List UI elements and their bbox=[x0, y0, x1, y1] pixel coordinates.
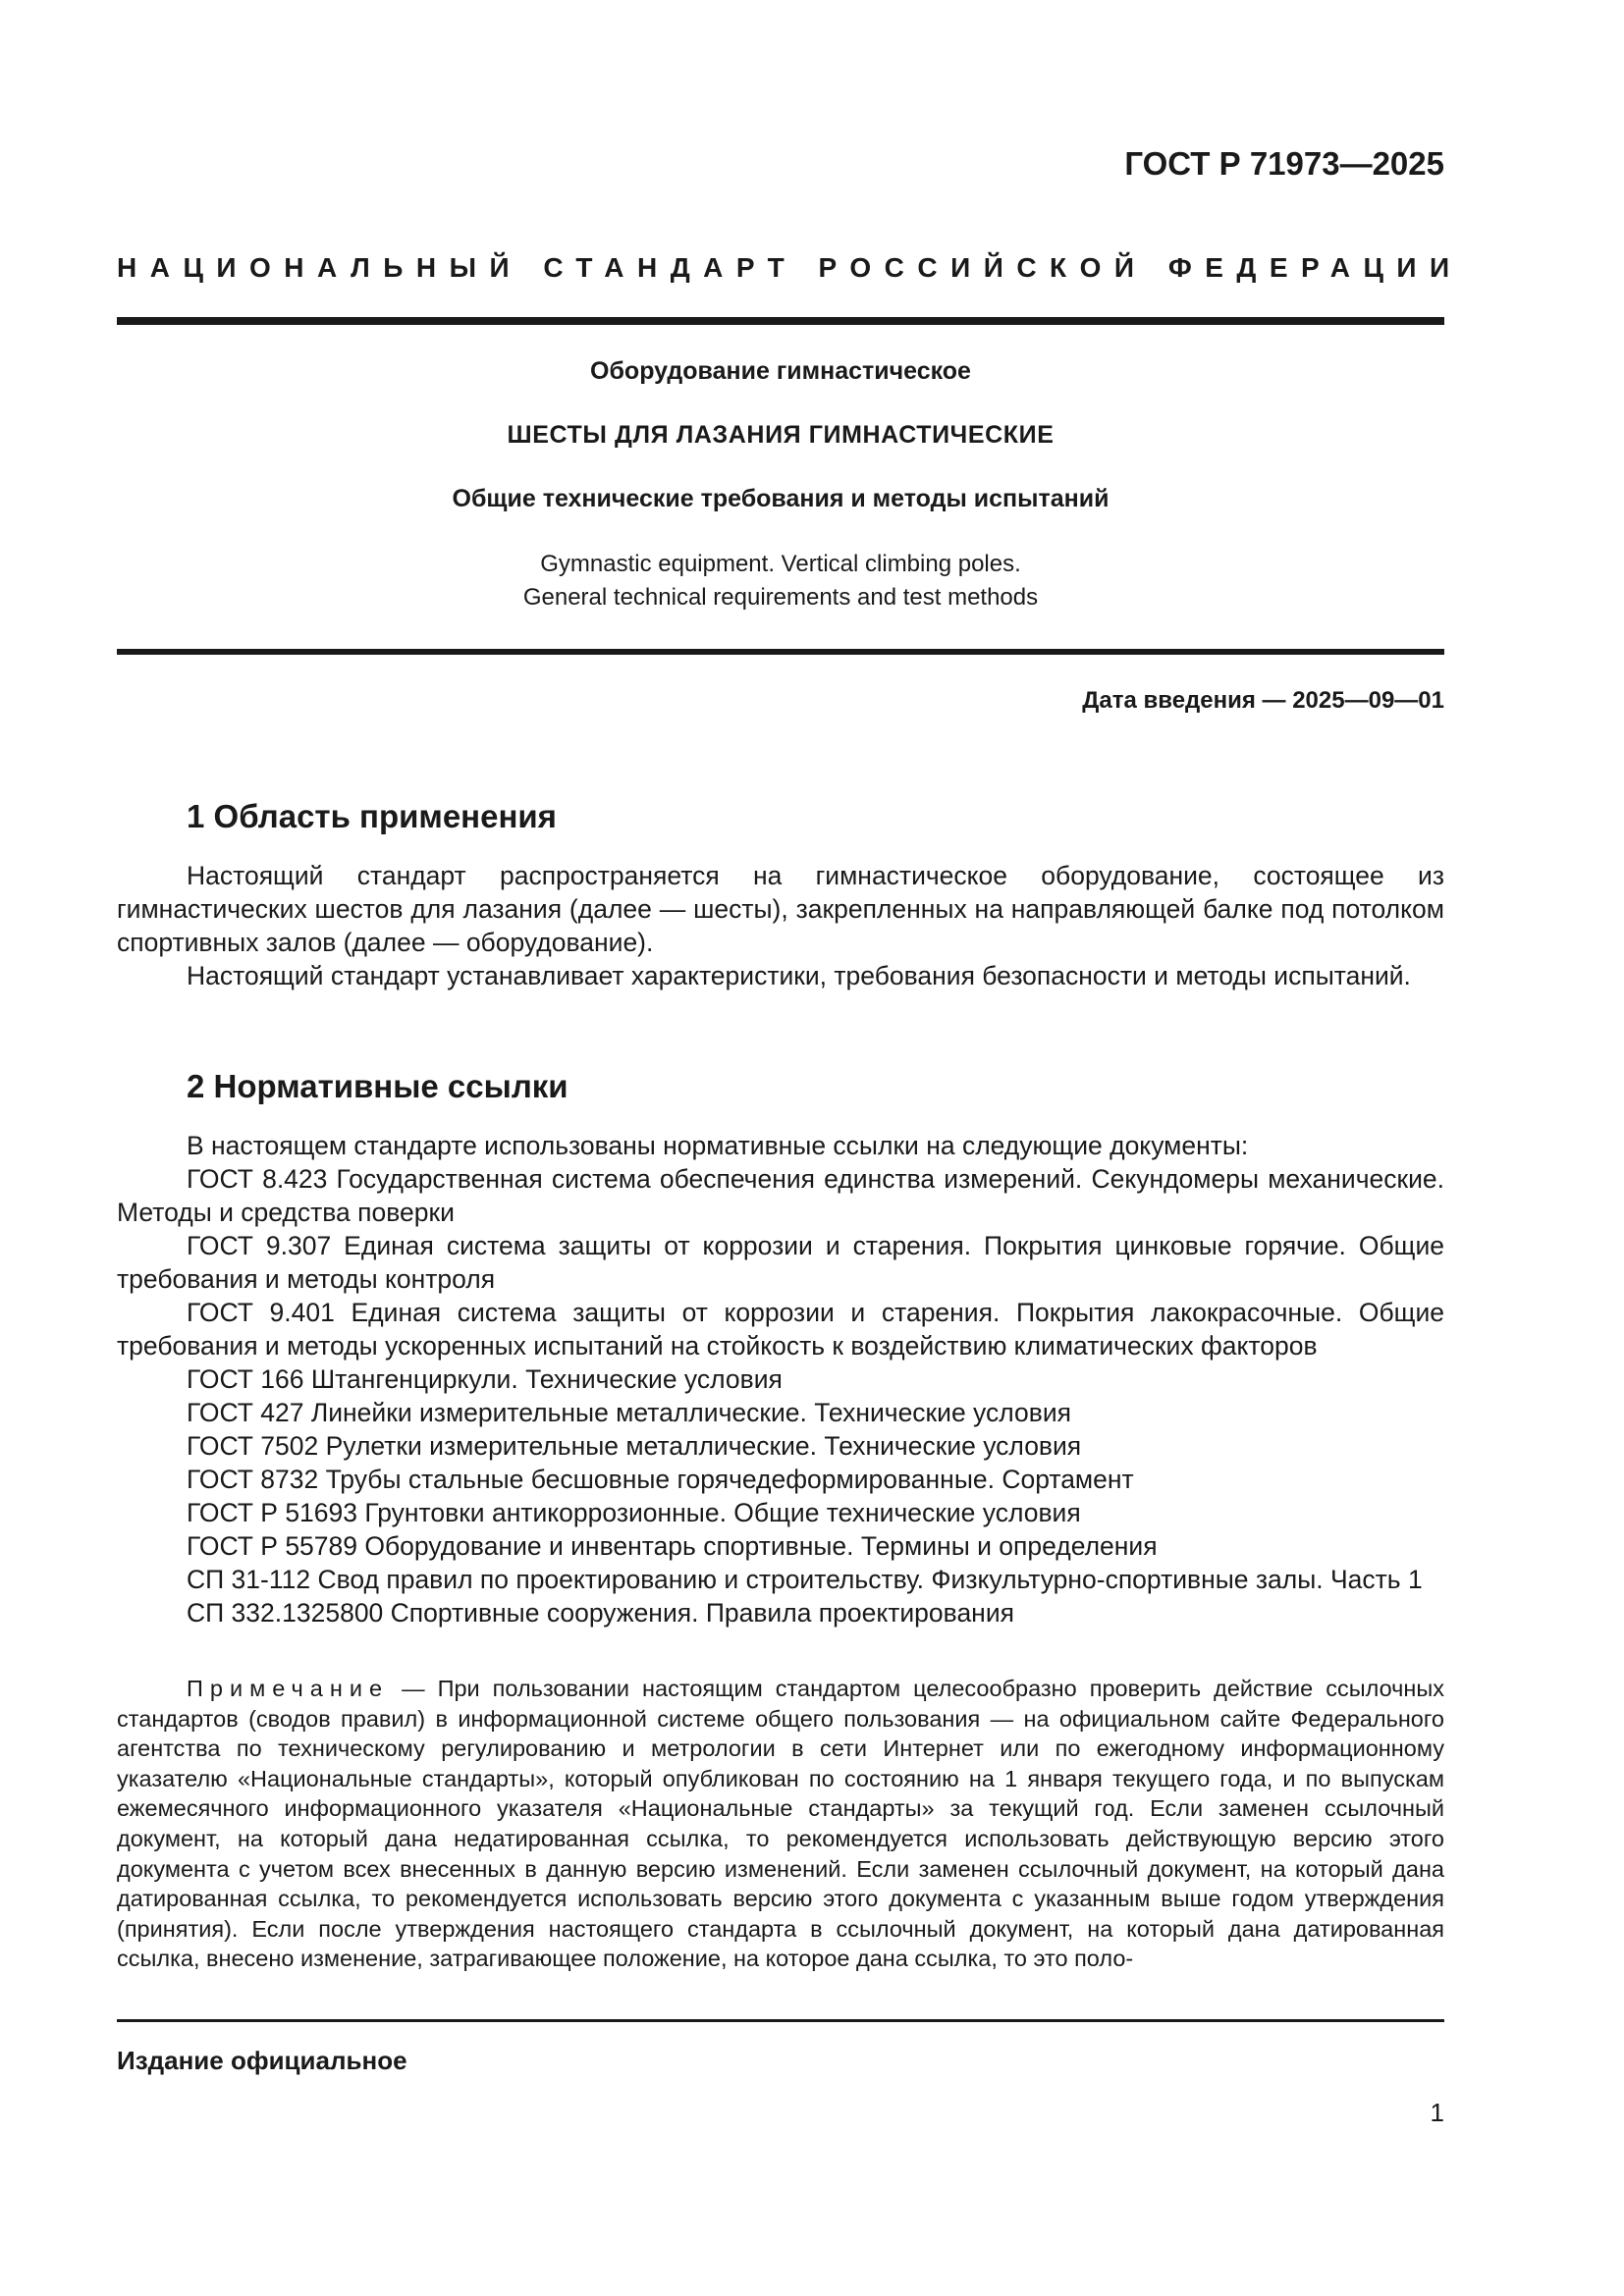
reference-item: ГОСТ 427 Линейки измерительные металлические. Технические условия bbox=[187, 1398, 1071, 1427]
title-rule bbox=[117, 649, 1444, 655]
national-standard-banner: НАЦИОНАЛЬНЫЙ СТАНДАРТ РОССИЙСКОЙ ФЕДЕРАЦИИ bbox=[117, 252, 1463, 283]
title-main: ШЕСТЫ ДЛЯ ЛАЗАНИЯ ГИМНАСТИЧЕСКИЕ bbox=[507, 421, 1055, 449]
reference-note bbox=[117, 1674, 1444, 1974]
reference-item: ГОСТ Р 51693 Грунтовки антикоррозионные. Общие технические условия bbox=[187, 1498, 1081, 1527]
page-number: 1 bbox=[1430, 2098, 1444, 2127]
section1-paragraph: Настоящий стандарт устанавливает характеристики, требования безопасности и методы испытаний. bbox=[187, 961, 1411, 990]
section2-body bbox=[117, 1129, 1444, 1629]
title-english bbox=[117, 548, 1444, 614]
reference-item: СП 31-112 Свод правил по проектированию и строительству. Физкультурно-спортивные залы. Часть 1 bbox=[187, 1565, 1423, 1594]
title-english-line1: Gymnastic equipment. Vertical climbing poles. bbox=[540, 551, 1021, 577]
reference-item: ГОСТ Р 55789 Оборудование и инвентарь спортивные. Термины и определения bbox=[187, 1531, 1158, 1561]
footer-rule bbox=[117, 2019, 1444, 2022]
title-english-line2: General technical requirements and test methods bbox=[522, 584, 1039, 611]
edition-label: Издание официальное bbox=[117, 2046, 407, 2075]
top-rule bbox=[117, 317, 1444, 325]
reference-item: СП 332.1325800 Спортивные сооружения. Правила проектирования bbox=[187, 1598, 1014, 1628]
section2-heading: 2 Нормативные ссылки bbox=[187, 1068, 568, 1104]
standard-code: ГОСТ Р 71973—2025 bbox=[1124, 145, 1444, 182]
section1-heading: 1 Область применения bbox=[187, 798, 557, 834]
reference-item: ГОСТ 9.401 Единая система защиты от коррозии и старения. Покрытия лакокрасочные. Общие требования и методы ускоренных испытаний на стойкость к воздействию климатических факторов bbox=[117, 1298, 1444, 1361]
note-text: — При пользовании настоящим стандартом целесообразно проверить действие ссылочных стандартов (сводов правил) в информационной системе общего пользования — на официальном сайте Федерального агентства по техническому регулированию и метрологии в сети Интернет или по ежегодному информационному указателю «Национальные стандарты», который опубликован по состоянию на 1 января текущего года, и по выпускам ежемесячного информационного указателя «Национальные стандарты» за текущий год. Если заменен ссылочный документ, на который дана недатированная ссылка, то рекомендуется использовать действующую версию этого документа с учетом всех внесенных в данную версию изменений. Если заменен ссылочный документ, на который дана датированная ссылка, то рекомендуется использовать версию этого документа с указанным выше годом утверждения (принятия). Если после утверждения настоящего стандарта в ссылочный документ, на который дана датированная ссылка, внесено изменение, затрагивающее положение, на которое дана ссылка, то это поло- bbox=[117, 1676, 1445, 1972]
section2-intro: В настоящем стандарте использованы нормативные ссылки на следующие документы: bbox=[187, 1131, 1249, 1160]
reference-item: ГОСТ 9.307 Единая система защиты от коррозии и старения. Покрытия цинковые горячие. Общие требования и методы контроля bbox=[117, 1231, 1444, 1294]
reference-item: ГОСТ 8.423 Государственная система обеспечения единства измерений. Секундомеры механические. Методы и средства поверки bbox=[117, 1164, 1444, 1227]
reference-item: ГОСТ 7502 Рулетки измерительные металлические. Технические условия bbox=[187, 1431, 1082, 1461]
title-equipment: Оборудование гимнастическое bbox=[590, 357, 971, 385]
reference-item: ГОСТ 166 Штангенциркули. Технические условия bbox=[187, 1364, 783, 1394]
section1-paragraph: Настоящий стандарт распространяется на гимнастическое оборудование, состоящее из гимнастических шестов для лазания (далее — шесты), закрепленных на направляющей балке под потолком спортивных залов (далее — оборудование). bbox=[117, 861, 1444, 957]
note-label: Примечание bbox=[187, 1676, 390, 1701]
introduction-date: Дата введения — 2025—09—01 bbox=[1082, 687, 1444, 714]
section1-body bbox=[117, 859, 1444, 992]
title-subtitle: Общие технические требования и методы испытаний bbox=[452, 485, 1110, 512]
reference-item: ГОСТ 8732 Трубы стальные бесшовные горячедеформированные. Сортамент bbox=[187, 1465, 1134, 1494]
